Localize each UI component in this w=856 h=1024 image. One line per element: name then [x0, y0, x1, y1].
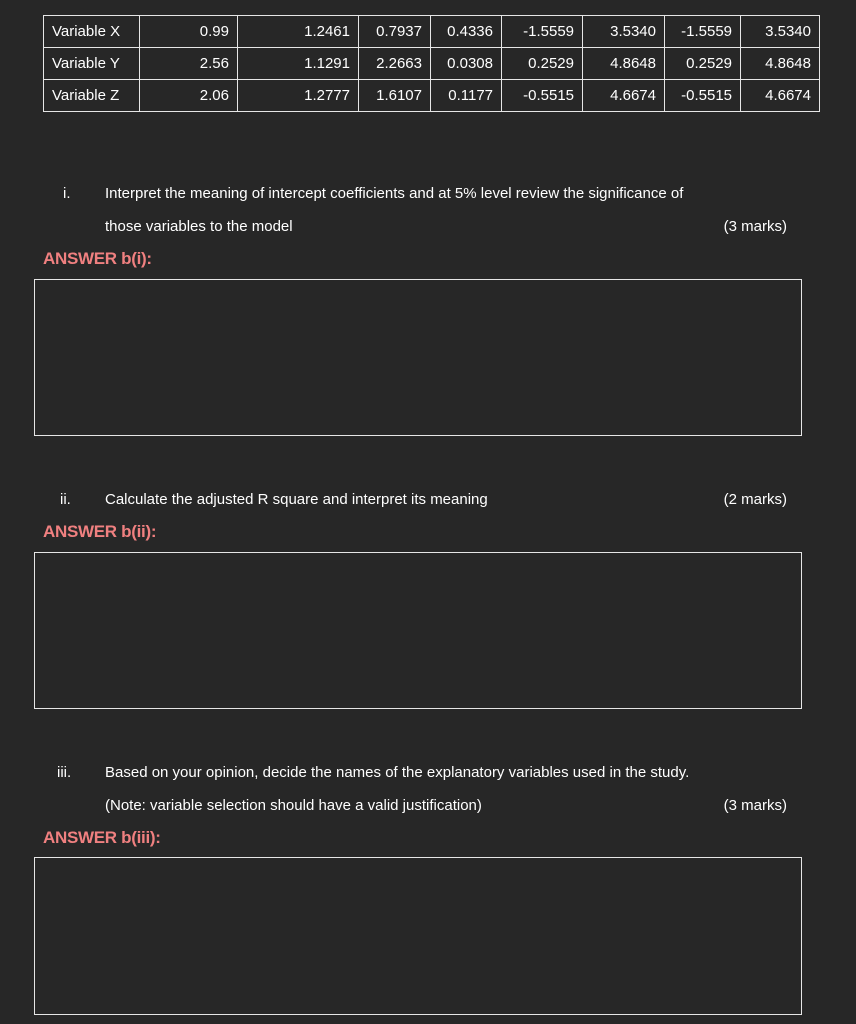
table-cell: 4.8648: [583, 48, 665, 80]
table-cell: 4.6674: [741, 80, 820, 112]
row-label: Variable Y: [44, 48, 140, 80]
question-1-number: i.: [63, 185, 71, 202]
table-row: [44, 48, 820, 80]
table-cell: 0.7937: [359, 16, 431, 48]
answer-3-label: ANSWER b(iii):: [43, 828, 161, 847]
question-3-line-2: (Note: variable selection should have a valid justification): [105, 797, 482, 814]
table-cell: 2.56: [140, 48, 238, 80]
answer-2-label: ANSWER b(ii):: [43, 522, 157, 541]
table-cell: -0.5515: [502, 80, 583, 112]
table-cell: 0.2529: [665, 48, 741, 80]
question-3-number: iii.: [57, 764, 72, 781]
table-cell: 4.6674: [583, 80, 665, 112]
question-1-line-2: those variables to the model: [105, 218, 293, 235]
row-label: Variable X: [44, 16, 140, 48]
table-row: [44, 80, 820, 112]
table-cell: -0.5515: [665, 80, 741, 112]
table-cell: 1.1291: [238, 48, 359, 80]
answer-1-label: ANSWER b(i):: [43, 249, 152, 268]
question-2-marks: (2 marks): [723, 491, 787, 508]
question-1-line-1: Interpret the meaning of intercept coefficients and at 5% level review the significance of: [105, 185, 684, 202]
table-row: [44, 16, 820, 48]
table-cell: 1.2461: [238, 16, 359, 48]
table-cell: 0.0308: [431, 48, 502, 80]
table-cell: 1.2777: [238, 80, 359, 112]
answer-2-box[interactable]: [34, 552, 802, 709]
coefficients-table: [43, 15, 820, 112]
question-2-line-1: Calculate the adjusted R square and interpret its meaning: [105, 491, 488, 508]
row-label: Variable Z: [44, 80, 140, 112]
table-cell: 1.6107: [359, 80, 431, 112]
question-3-line-1: Based on your opinion, decide the names of the explanatory variables used in the study.: [105, 764, 690, 781]
table-cell: 0.1177: [431, 80, 502, 112]
table-cell: 0.2529: [502, 48, 583, 80]
table-cell: -1.5559: [665, 16, 741, 48]
answer-1-box[interactable]: [34, 279, 802, 436]
table-cell: 2.2663: [359, 48, 431, 80]
table-cell: 4.8648: [741, 48, 820, 80]
answer-3-box[interactable]: [34, 857, 802, 1015]
table-cell: -1.5559: [502, 16, 583, 48]
table-cell: 0.99: [140, 16, 238, 48]
question-2-number: ii.: [60, 491, 71, 508]
question-3-marks: (3 marks): [723, 797, 787, 814]
question-1-marks: (3 marks): [723, 218, 787, 235]
table-cell: 3.5340: [741, 16, 820, 48]
table-cell: 0.4336: [431, 16, 502, 48]
table-cell: 2.06: [140, 80, 238, 112]
table-cell: 3.5340: [583, 16, 665, 48]
